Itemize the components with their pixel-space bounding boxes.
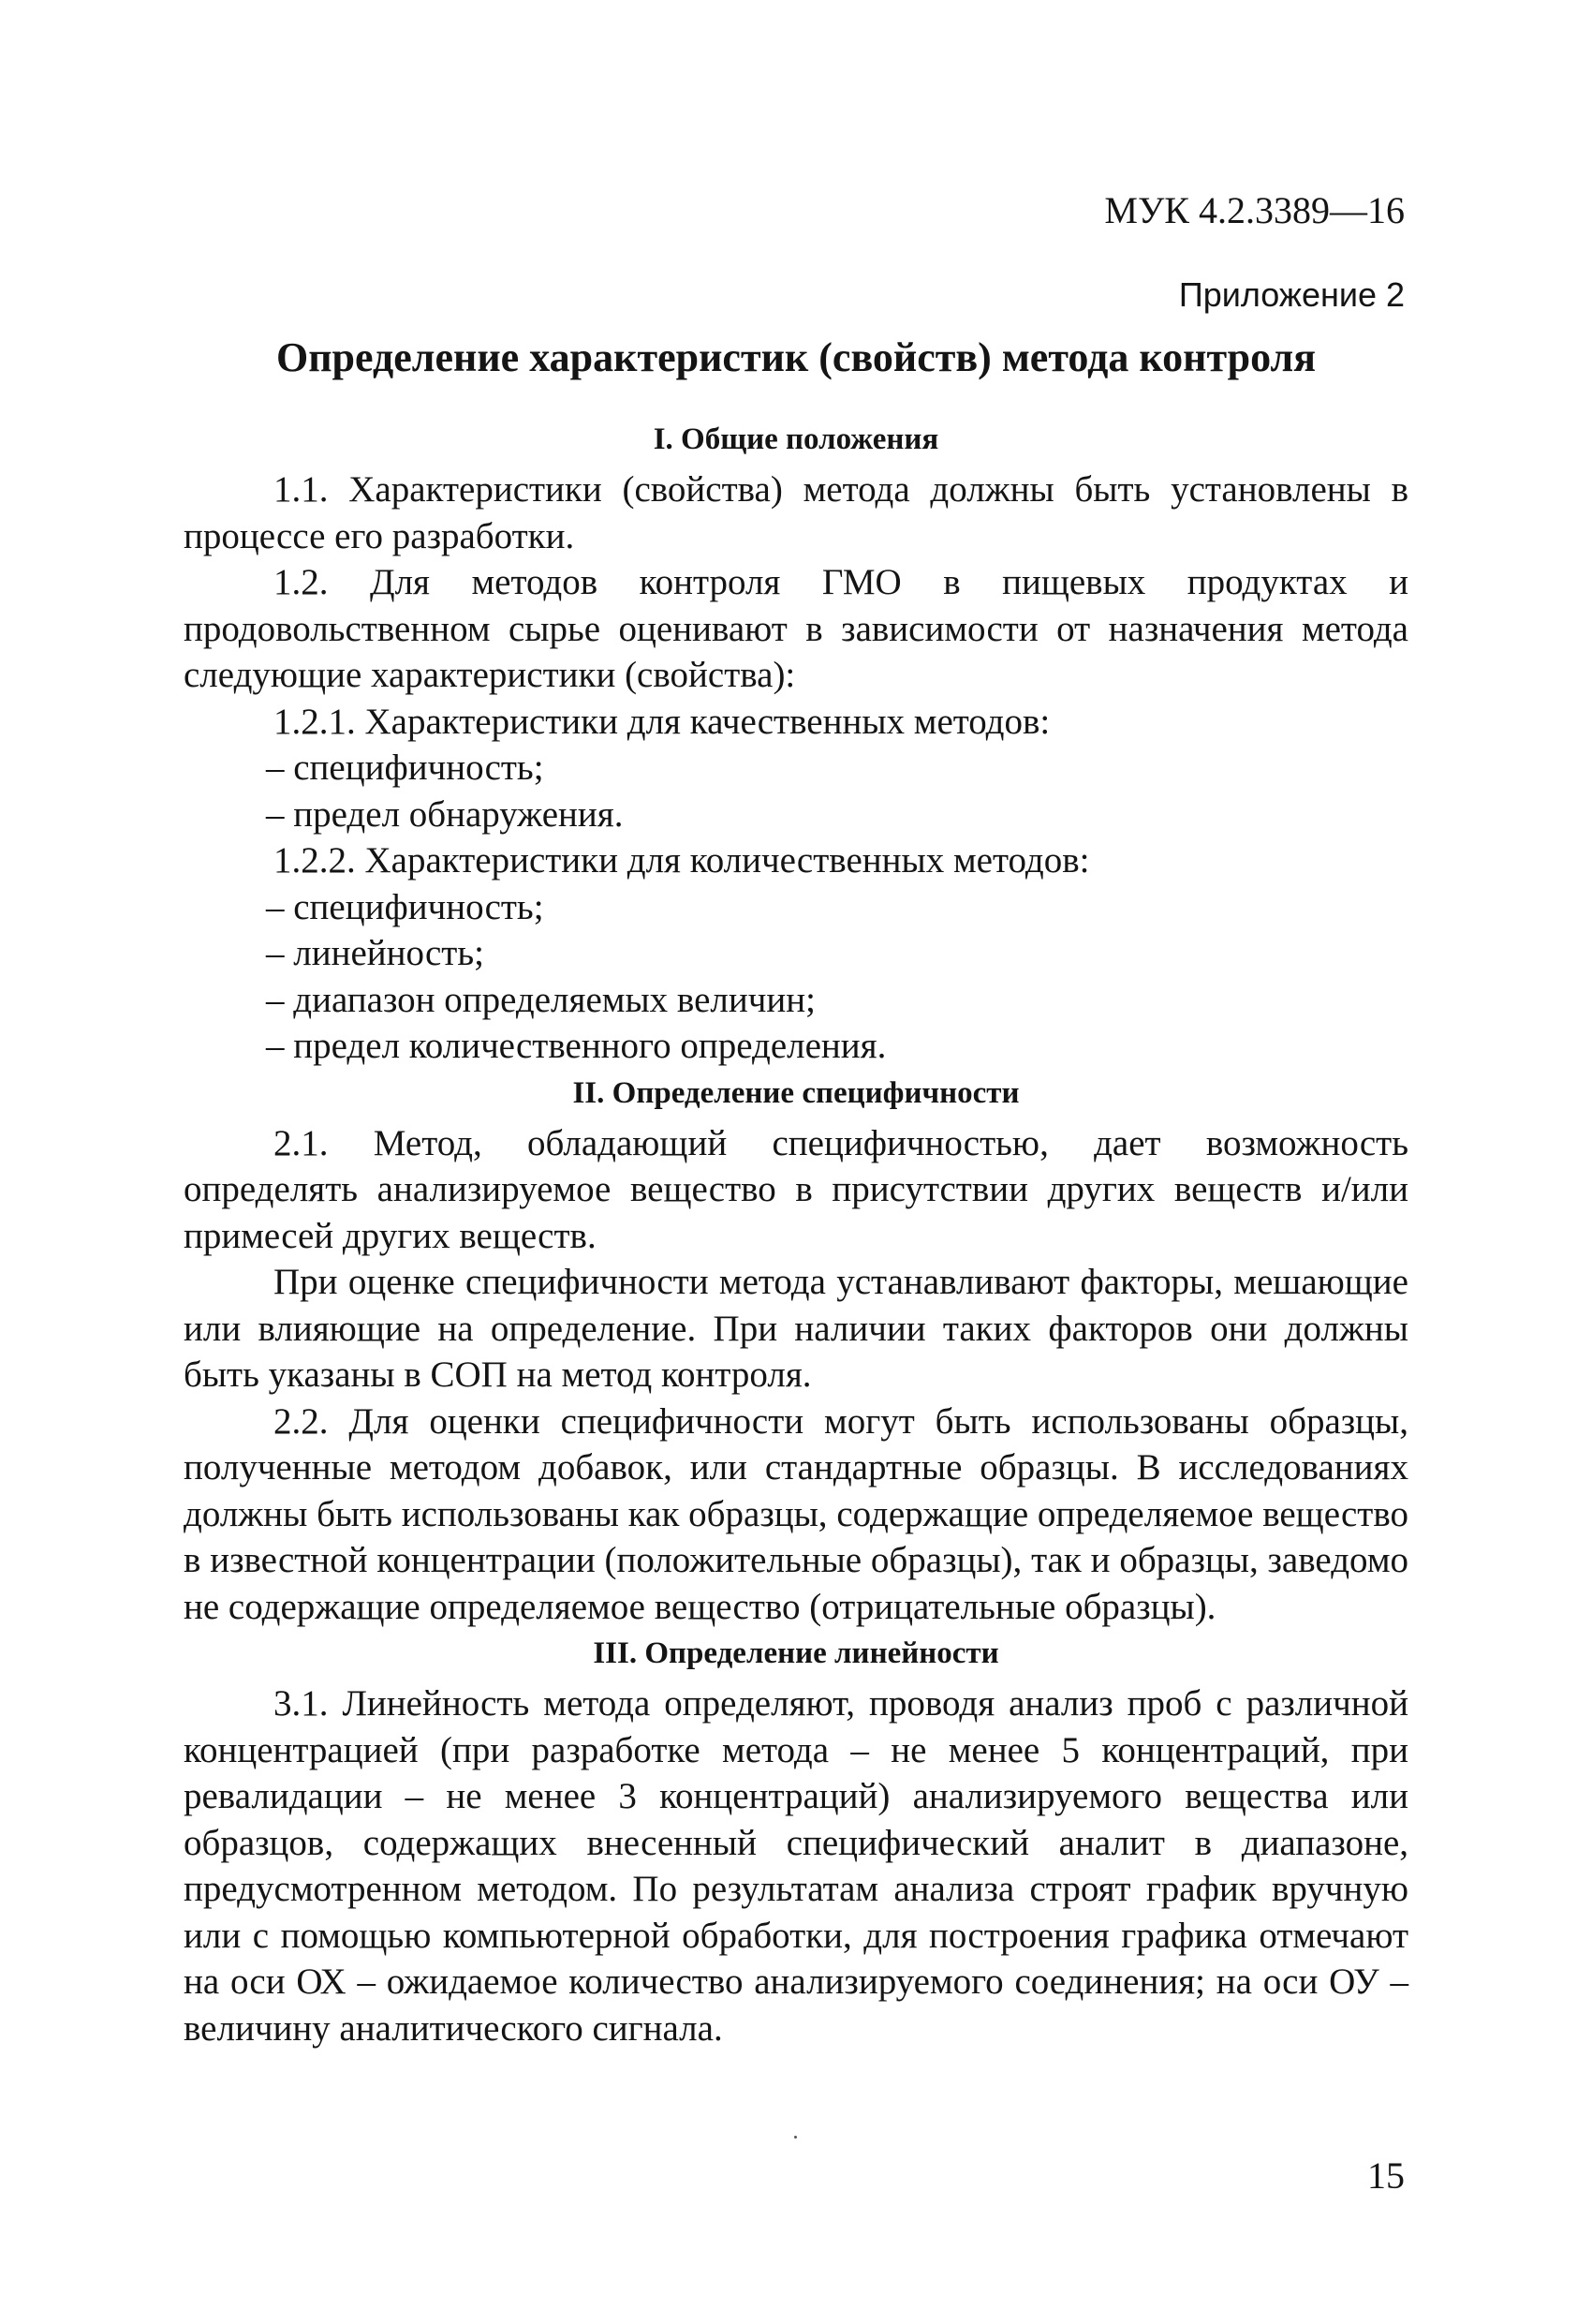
paragraph-2-2: 2.2. Для оценки специфичности могут быть использованы образцы, полученные методом добавок, или стандартные образцы. В исследованиях должны быть использованы как образцы, содержащие определяемое вещество в известной концентрации (положительные образцы), так и образцы, заведомо не содержащие определяемое вещество (отрицательные образцы). <box>184 1400 1408 1627</box>
section-heading-linearity: III. Определение линейности <box>593 1636 999 1670</box>
list-item: – специфичность; <box>266 748 544 788</box>
document-code: МУК 4.2.3389—16 <box>1104 189 1405 231</box>
section-heading-specificity: II. Определение специфичности <box>572 1075 1020 1110</box>
qualitative-methods-heading: 1.2.1. Характеристики для качественных методов: <box>273 701 1051 742</box>
list-item: – специфичность; <box>266 886 544 927</box>
paragraph-2-1-note: При оценке специфичности метода устанавливают факторы, мешающие или влияющие на определение. При наличии таких факторов они должны быть указаны в СОП на метод контроля. <box>184 1262 1408 1395</box>
list-item: – предел обнаружения. <box>266 793 624 835</box>
paragraph-1-2: 1.2. Для методов контроля ГМО в пищевых продуктах и продовольственном сырье оценивают в зависимости от назначения метода следующие характеристики (свойства): <box>184 562 1408 695</box>
list-item: – линейность; <box>266 933 484 973</box>
paragraph-3-1: 3.1. Линейность метода определяют, проводя анализ проб с различной концентрацией (при разработке метода – не менее 5 концентраций, при ревалидации – не менее 3 концентраций) анализируемого вещества или образцов, содержащих внесенный специфический аналит в диапазоне, предусмотренном методом. По результатам анализа строят график вручную или с помощью компьютерной обработки, для построения графика отмечают на оси ОХ – ожидаемое количество анализируемого соединения; на оси ОУ – величину аналитического сигнала. <box>184 1683 1408 2049</box>
list-item: – предел количественного определения. <box>266 1026 887 1066</box>
page-number: 15 <box>1367 2154 1405 2197</box>
section-heading-general: I. Общие положения <box>653 422 939 456</box>
appendix-label: Приложение 2 <box>1178 275 1405 314</box>
quantitative-methods-heading: 1.2.2. Характеристики для количественных методов: <box>273 840 1090 881</box>
list-item: – диапазон определяемых величин; <box>266 979 816 1020</box>
paragraph-1-1: 1.1. Характеристики (свойства) метода должны быть установлены в процессе его разработки. <box>184 469 1408 556</box>
scan-speck <box>794 2136 797 2139</box>
page-title: Определение характеристик (свойств) метода контроля <box>275 334 1316 380</box>
paragraph-2-1: 2.1. Метод, обладающий специфичностью, дает возможность определять анализируемое вещество в присутствии других веществ и/или примесей других веществ. <box>184 1122 1408 1256</box>
document-body <box>184 416 1408 2051</box>
